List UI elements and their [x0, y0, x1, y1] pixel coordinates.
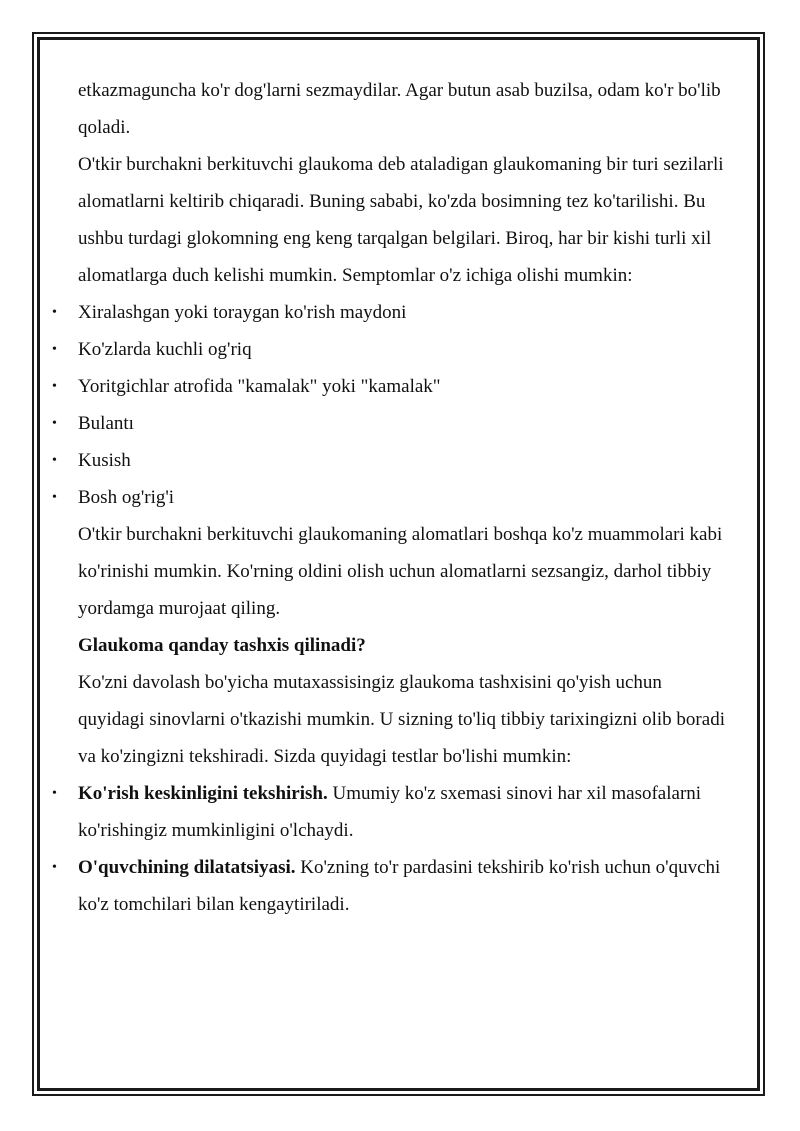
test-description: Ko'zning to'r pardasini tekshirib ko'rish uchun o'quvchi ko'z tomchilari bilan kengaytiriladi.: [78, 857, 721, 915]
list-item: [52, 479, 728, 516]
list-item: [52, 294, 728, 331]
bullet-icon: •: [52, 305, 57, 320]
bullet-icon: •: [52, 416, 57, 431]
test-list: [52, 775, 728, 923]
list-item-text: Bosh og'rig'i: [78, 487, 175, 508]
list-item-text: Bulantı: [78, 413, 134, 434]
test-description: Umumiy ko'z sxemasi sinovi har xil masofalarni ko'rishingiz mumkinligini o'lchaydi.: [78, 783, 702, 841]
document-body: [52, 72, 728, 923]
bullet-icon: •: [52, 453, 57, 468]
list-item: [52, 331, 728, 368]
list-item: [52, 849, 728, 923]
bullet-icon: •: [52, 490, 57, 505]
bullet-icon: •: [52, 860, 57, 875]
list-item: [52, 405, 728, 442]
list-item-text: Xiralashgan yoki toraygan ko'rish maydoni: [78, 302, 407, 323]
bullet-icon: •: [52, 379, 57, 394]
test-term: Ko'rish keskinligini tekshirish.: [78, 783, 328, 804]
bullet-icon: •: [52, 342, 57, 357]
test-term: O'quvchining dilatatsiyasi.: [78, 857, 296, 878]
symptom-list: [52, 294, 728, 516]
paragraph-seek-help: O'tkir burchakni berkituvchi glaukomaning alomatlari boshqa ko'z muammolari kabi ko'rinishi mumkin. Ko'rning oldini olish uchun alomatlarni sezsangiz, darhol tibbiy yordamga murojaat qiling.: [78, 524, 723, 619]
bullet-icon: •: [52, 786, 57, 801]
list-item-text: Ko'zlarda kuchli og'riq: [78, 339, 252, 360]
list-item-text: Kusish: [78, 450, 131, 471]
list-item: [52, 775, 728, 849]
paragraph-intro: etkazmaguncha ko'r dog'larni sezmaydilar. Agar butun asab buzilsa, odam ko'r bo'lib qoladi.: [78, 80, 721, 138]
list-item: [52, 368, 728, 405]
list-item-text: Yoritgichlar atrofida "kamalak" yoki "kamalak": [78, 376, 441, 397]
list-item: [52, 442, 728, 479]
paragraph-acute-glaucoma: O'tkir burchakni berkituvchi glaukoma deb ataladigan glaukomaning bir turi sezilarli alomatlarni keltirib chiqaradi. Buning sababi, ko'zda bosimning tez ko'tarilishi. Bu ushbu turdagi glokomning eng keng tarqalgan belgilari. Biroq, har bir kishi turli xil alomatlarga duch kelishi mumkin. Semptomlar o'z ichiga olishi mumkin:: [78, 154, 724, 286]
paragraph-diagnosis: Ko'zni davolash bo'yicha mutaxassisingiz glaukoma tashxisini qo'yish uchun quyidagi sinovlarni o'tkazishi mumkin. U sizning to'liq tibbiy tarixingizni olib boradi va ko'zingizni tekshiradi. Sizda quyidagi testlar bo'lishi mumkin:: [78, 672, 725, 767]
section-heading: Glaukoma qanday tashxis qilinadi?: [78, 635, 366, 656]
